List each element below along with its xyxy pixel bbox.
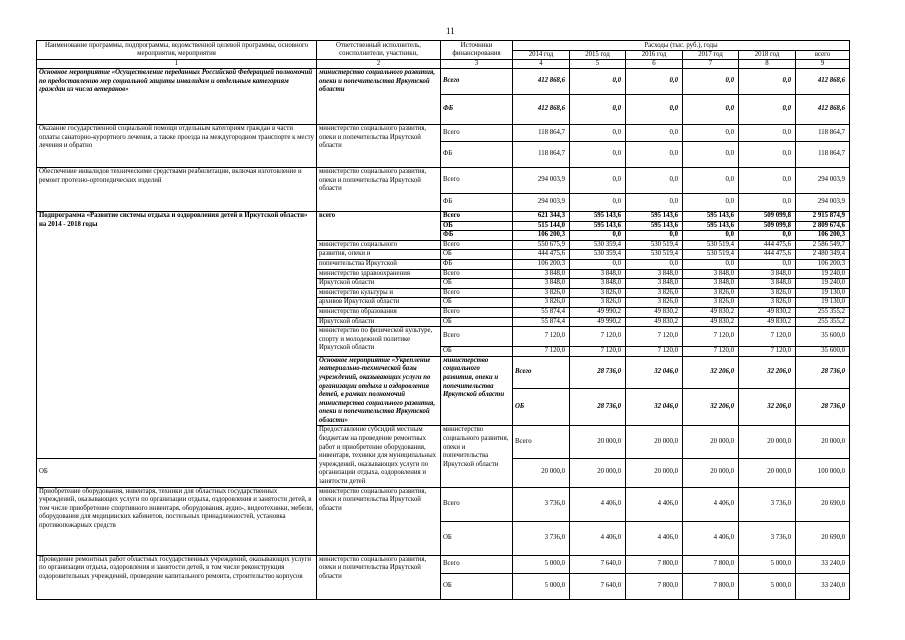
value-cell: 7 800,0 — [626, 573, 683, 599]
value-cell: 3 826,0 — [739, 288, 796, 298]
value-cell: 294 003,9 — [513, 168, 570, 194]
value-cell: 3 826,0 — [739, 298, 796, 308]
executor-line: Иркутской области — [317, 279, 441, 289]
executor-line: попечительства Иркутской — [317, 259, 441, 269]
row-name: Основное мероприятие «Укрепление материально-технической базы учреждений, оказывающих услуги по организации отдыха и оздоровления детей, в рамках полномочий министерства социального развития, опеки и попечительства Иркутской области» — [317, 356, 441, 426]
source-cell: ОБ — [37, 458, 317, 487]
value-cell: 32 206,0 — [739, 389, 796, 426]
source-cell: ОБ — [441, 521, 513, 555]
value-cell: 0,0 — [570, 95, 626, 125]
value-cell: 0,0 — [626, 194, 683, 212]
value-cell: 550 675,9 — [513, 240, 570, 250]
column-number: 8 — [739, 60, 796, 69]
value-cell: 5 000,0 — [739, 555, 796, 573]
value-cell: 49 830,2 — [739, 317, 796, 327]
value-cell: 595 143,6 — [683, 221, 739, 231]
value-cell: 595 143,6 — [626, 212, 683, 222]
value-cell: 106 200,3 — [513, 231, 570, 241]
value-cell: 49 830,2 — [626, 307, 683, 317]
source-cell: Всего — [441, 487, 513, 521]
source-cell: Всего — [441, 240, 513, 250]
row-name: Проведение ремонтных работ областных государственных учреждений, оказывающих услуги по организации отдыха, оздоровления и занятости детей, в том числе реконструкция оздоровительных учреждений, проведение капитального ремонта, строительство корпусов — [37, 555, 317, 599]
value-cell: 0,0 — [683, 69, 739, 95]
value-cell: 2 586 549,7 — [796, 240, 850, 250]
value-cell: 20 000,0 — [626, 458, 683, 487]
value-cell: 32 206,0 — [683, 389, 739, 426]
source-cell: ОБ — [441, 250, 513, 260]
value-cell: 3 848,0 — [570, 279, 626, 289]
executor-line: Иркутской области — [317, 317, 441, 327]
value-cell: 0,0 — [683, 125, 739, 142]
source-cell: Всего — [441, 125, 513, 142]
value-cell: 0,0 — [683, 142, 739, 168]
source-cell: ФБ — [441, 231, 513, 241]
value-cell: 255 355,2 — [796, 317, 850, 327]
value-cell: 7 120,0 — [570, 327, 626, 347]
value-cell: 530 519,4 — [683, 240, 739, 250]
value-cell: 7 800,0 — [626, 555, 683, 573]
header-year: 2017 год — [683, 51, 739, 60]
source-cell: Всего — [441, 307, 513, 317]
value-cell: 100 000,0 — [796, 458, 850, 487]
value-cell: 0,0 — [626, 95, 683, 125]
row-executor: министерство социального развития, опеки и попечительства Иркутской области — [441, 426, 513, 487]
value-cell: 3 736,0 — [739, 521, 796, 555]
header-name: Наименование программы, подпрограммы, ведомственной целевой программы, основного мероприятия, мероприятия — [37, 41, 317, 60]
value-cell: 32 046,0 — [626, 389, 683, 426]
executor-line: архивов Иркутской области — [317, 298, 441, 308]
value-cell: 0,0 — [570, 142, 626, 168]
value-cell: 0,0 — [739, 125, 796, 142]
value-cell: 3 826,0 — [570, 288, 626, 298]
value-cell: 106 200,3 — [796, 231, 850, 241]
header-year: 2015 год — [570, 51, 626, 60]
value-cell: 3 848,0 — [570, 269, 626, 279]
value-cell: 35 600,0 — [796, 347, 850, 357]
header-source: Источники финансирования — [441, 41, 513, 60]
value-cell: 55 874,4 — [513, 317, 570, 327]
row-name: Обеспечение инвалидов техническими средствами реабилитации, включая изготовление и ремонт протезно-ортопедических изделий — [37, 168, 317, 212]
value-cell: 2 809 674,6 — [796, 221, 850, 231]
value-cell: 7 640,0 — [570, 555, 626, 573]
column-number: 2 — [317, 60, 441, 69]
value-cell: 106 200,3 — [513, 259, 570, 269]
row-executor: министерство социального развития, опеки и попечительства Иркутской области — [317, 555, 441, 599]
column-number: 7 — [683, 60, 739, 69]
value-cell: 20 690,0 — [796, 487, 850, 521]
value-cell: 3 826,0 — [513, 288, 570, 298]
row-executor: министерство по физической культуре, спорту и молодежной политике Иркутской области — [317, 327, 441, 357]
value-cell: 0,0 — [570, 194, 626, 212]
header-executor: Ответственный исполнитель, соисполнители, участники, — [317, 41, 441, 60]
value-cell: 2 915 874,9 — [796, 212, 850, 222]
value-cell: 7 120,0 — [683, 347, 739, 357]
value-cell: 7 800,0 — [683, 573, 739, 599]
value-cell: 49 830,2 — [683, 317, 739, 327]
value-cell: 7 120,0 — [513, 347, 570, 357]
value-cell: 412 868,6 — [796, 69, 850, 95]
header-year: 2016 год — [626, 51, 683, 60]
value-cell: 412 868,6 — [796, 95, 850, 125]
value-cell: 3 848,0 — [513, 279, 570, 289]
value-cell: 20 000,0 — [739, 426, 796, 458]
value-cell: 7 120,0 — [739, 347, 796, 357]
value-cell: 19 130,0 — [796, 298, 850, 308]
expenses-table — [36, 40, 850, 600]
value-cell: 444 475,6 — [739, 250, 796, 260]
value-cell: 3 848,0 — [513, 269, 570, 279]
column-number: 5 — [570, 60, 626, 69]
column-number: 4 — [513, 60, 570, 69]
value-cell: 7 120,0 — [626, 347, 683, 357]
page-number: 11 — [446, 26, 455, 36]
value-cell: 20 000,0 — [796, 426, 850, 458]
value-cell: 32 206,0 — [739, 356, 796, 388]
source-cell: ОБ — [513, 389, 570, 426]
value-cell: 509 099,8 — [739, 212, 796, 222]
value-cell: 255 355,2 — [796, 307, 850, 317]
value-cell: 7 120,0 — [626, 327, 683, 347]
source-cell: ОБ — [441, 317, 513, 327]
value-cell: 0,0 — [626, 231, 683, 241]
source-cell: ОБ — [441, 573, 513, 599]
value-cell: 0,0 — [683, 259, 739, 269]
value-cell: 4 406,0 — [683, 487, 739, 521]
value-cell: 106 200,3 — [796, 259, 850, 269]
column-number: 1 — [37, 60, 317, 69]
value-cell: 7 640,0 — [570, 573, 626, 599]
value-cell: 530 359,4 — [570, 250, 626, 260]
value-cell: 530 519,4 — [626, 240, 683, 250]
row-executor: всего — [317, 212, 441, 241]
value-cell: 3 826,0 — [626, 288, 683, 298]
source-cell: Всего — [441, 555, 513, 573]
value-cell: 0,0 — [739, 194, 796, 212]
value-cell: 0,0 — [739, 168, 796, 194]
value-cell: 0,0 — [626, 125, 683, 142]
row-name: Предоставление субсидий местным бюджетам на проведение ремонтных работ и приобретение оборудования, инвентаря, техники для муниципальных учреждений, оказывающих услуги по организации отдыха, оздоровления и занятости детей — [317, 426, 441, 487]
value-cell: 3 826,0 — [683, 288, 739, 298]
value-cell: 33 240,0 — [796, 573, 850, 599]
row-executor: министерство социального развития, опеки и попечительства Иркутской области — [441, 356, 513, 426]
executor-line: министерство культуры и — [317, 288, 441, 298]
value-cell: 49 830,2 — [683, 307, 739, 317]
value-cell: 7 120,0 — [739, 327, 796, 347]
value-cell: 19 240,0 — [796, 269, 850, 279]
source-cell: Всего — [441, 269, 513, 279]
column-number: 9 — [796, 60, 850, 69]
value-cell: 509 099,8 — [739, 221, 796, 231]
value-cell: 20 000,0 — [570, 458, 626, 487]
source-cell: Всего — [513, 426, 570, 458]
header-year: 2014 год — [513, 51, 570, 60]
value-cell: 0,0 — [683, 194, 739, 212]
row-executor: министерство социального развития, опеки и попечительства Иркутской области — [317, 69, 441, 125]
value-cell: 0,0 — [570, 168, 626, 194]
source-cell: ОБ — [441, 279, 513, 289]
column-number: 3 — [441, 60, 513, 69]
value-cell: 28 736,0 — [570, 389, 626, 426]
value-cell: 0,0 — [683, 168, 739, 194]
value-cell: 0,0 — [626, 69, 683, 95]
value-cell: 0,0 — [626, 168, 683, 194]
value-cell: 49 990,2 — [570, 307, 626, 317]
value-cell: 5 000,0 — [739, 573, 796, 599]
value-cell: 49 990,2 — [570, 317, 626, 327]
value-cell: 595 143,6 — [570, 221, 626, 231]
value-cell: 20 000,0 — [626, 426, 683, 458]
row-executor: министерство социального развития, опеки и попечительства Иркутской области — [317, 487, 441, 555]
value-cell: 530 519,4 — [626, 250, 683, 260]
value-cell: 20 690,0 — [796, 521, 850, 555]
source-cell: Всего — [441, 212, 513, 222]
source-cell: ФБ — [441, 142, 513, 168]
source-cell: ФБ — [441, 194, 513, 212]
value-cell: 35 600,0 — [796, 327, 850, 347]
source-cell: ФБ — [441, 95, 513, 125]
value-cell: 0,0 — [570, 69, 626, 95]
value-cell: 3 736,0 — [739, 487, 796, 521]
value-cell: 4 406,0 — [683, 521, 739, 555]
value-cell: 3 736,0 — [513, 521, 570, 555]
value-cell: 412 868,6 — [513, 69, 570, 95]
value-cell: 20 000,0 — [513, 458, 570, 487]
value-cell: 530 519,4 — [683, 250, 739, 260]
value-cell: 294 003,9 — [796, 168, 850, 194]
value-cell: 7 120,0 — [513, 327, 570, 347]
value-cell: 0,0 — [626, 142, 683, 168]
row-name: Оказание государственной социальной помощи отдельным категориям граждан в части оплаты санаторно-курортного лечения, а также проезда на междугородном транспорте к месту лечения и обратно — [37, 125, 317, 168]
value-cell: 621 344,3 — [513, 212, 570, 222]
value-cell: 7 120,0 — [570, 347, 626, 357]
executor-line: министерство здравоохранения — [317, 269, 441, 279]
value-cell: 444 475,6 — [739, 240, 796, 250]
value-cell: 7 120,0 — [683, 327, 739, 347]
source-cell: Всего — [441, 168, 513, 194]
value-cell: 3 736,0 — [513, 487, 570, 521]
header-year: всего — [796, 51, 850, 60]
value-cell: 515 144,0 — [513, 221, 570, 231]
value-cell: 28 736,0 — [796, 356, 850, 388]
source-cell: ОБ — [441, 298, 513, 308]
value-cell: 0,0 — [570, 231, 626, 241]
value-cell: 19 240,0 — [796, 279, 850, 289]
value-cell: 3 826,0 — [683, 298, 739, 308]
value-cell: 2 480 349,4 — [796, 250, 850, 260]
source-cell: ФБ — [441, 259, 513, 269]
value-cell: 20 000,0 — [683, 426, 739, 458]
executor-line: развития, опеки и — [317, 250, 441, 260]
value-cell: 3 848,0 — [683, 279, 739, 289]
value-cell: 4 406,0 — [626, 521, 683, 555]
value-cell: 595 143,6 — [683, 212, 739, 222]
value-cell: 7 800,0 — [683, 555, 739, 573]
value-cell: 118 864,7 — [796, 142, 850, 168]
value-cell: 3 848,0 — [683, 269, 739, 279]
value-cell: 0,0 — [683, 95, 739, 125]
value-cell: 32 206,0 — [683, 356, 739, 388]
source-cell: ОБ — [441, 221, 513, 231]
executor-line: министерство образования — [317, 307, 441, 317]
value-cell: 20 000,0 — [683, 458, 739, 487]
value-cell: 412 868,6 — [513, 95, 570, 125]
value-cell: 530 359,4 — [570, 240, 626, 250]
value-cell: 595 143,6 — [570, 212, 626, 222]
value-cell: 33 240,0 — [796, 555, 850, 573]
value-cell: 3 848,0 — [739, 269, 796, 279]
value-cell: 28 736,0 — [570, 356, 626, 388]
value-cell: 20 000,0 — [739, 458, 796, 487]
source-cell: Всего — [513, 356, 570, 388]
value-cell: 595 143,6 — [626, 221, 683, 231]
executor-line: министерство социального — [317, 240, 441, 250]
row-executor: министерство социального развития, опеки и попечительства Иркутской области — [317, 125, 441, 168]
value-cell: 118 864,7 — [796, 125, 850, 142]
value-cell: 0,0 — [626, 259, 683, 269]
value-cell: 294 003,9 — [513, 194, 570, 212]
row-name: Подпрограмма «Развитие системы отдыха и оздоровления детей в Иркутской области» на 2014 - 2018 годы — [37, 212, 317, 459]
value-cell: 0,0 — [739, 231, 796, 241]
value-cell: 49 830,2 — [626, 317, 683, 327]
value-cell: 28 736,0 — [796, 389, 850, 426]
source-cell: Всего — [441, 288, 513, 298]
value-cell: 3 826,0 — [513, 298, 570, 308]
value-cell: 0,0 — [570, 125, 626, 142]
header-year: 2018 год — [739, 51, 796, 60]
value-cell: 4 406,0 — [570, 521, 626, 555]
value-cell: 3 848,0 — [626, 279, 683, 289]
value-cell: 0,0 — [570, 259, 626, 269]
row-name: Приобретение оборудования, инвентаря, техники для областных государственных учреждений, оказывающих услуги по организации отдыха, оздоровления и занятости детей, в том числе приобретение спортивного инвентаря, оборудования, аудио-, видеотехники, мебели, оборудования для медицинских кабинетов, постельных принадлежностей, установка противопожарных средств — [37, 487, 317, 555]
value-cell: 4 406,0 — [626, 487, 683, 521]
value-cell: 55 874,4 — [513, 307, 570, 317]
value-cell: 294 003,9 — [796, 194, 850, 212]
value-cell: 0,0 — [739, 95, 796, 125]
row-executor: министерство социального развития, опеки и попечительства Иркутской области — [317, 168, 441, 212]
value-cell: 19 130,0 — [796, 288, 850, 298]
value-cell: 49 830,2 — [739, 307, 796, 317]
value-cell: 5 000,0 — [513, 555, 570, 573]
value-cell: 0,0 — [683, 231, 739, 241]
value-cell: 3 848,0 — [739, 279, 796, 289]
value-cell: 4 406,0 — [570, 487, 626, 521]
header-expenses: Расходы (тыс. руб.), годы — [513, 41, 850, 51]
value-cell: 32 046,0 — [626, 356, 683, 388]
row-name: Основное мероприятие «Осуществление переданных Российской Федерацией полномочий по предоставлению мер социальной защиты инвалидам и отдельным категориям граждан из числа ветеранов» — [37, 69, 317, 125]
source-cell: Всего — [441, 69, 513, 95]
source-cell: ОБ — [441, 347, 513, 357]
source-cell: Всего — [441, 327, 513, 347]
value-cell: 3 848,0 — [626, 269, 683, 279]
value-cell: 0,0 — [739, 69, 796, 95]
value-cell: 5 000,0 — [513, 573, 570, 599]
value-cell: 3 826,0 — [570, 298, 626, 308]
value-cell: 0,0 — [739, 142, 796, 168]
value-cell: 20 000,0 — [570, 426, 626, 458]
value-cell: 0,0 — [739, 259, 796, 269]
value-cell: 3 826,0 — [626, 298, 683, 308]
value-cell: 444 475,6 — [513, 250, 570, 260]
column-number: 6 — [626, 60, 683, 69]
value-cell: 118 864,7 — [513, 125, 570, 142]
value-cell: 118 864,7 — [513, 142, 570, 168]
